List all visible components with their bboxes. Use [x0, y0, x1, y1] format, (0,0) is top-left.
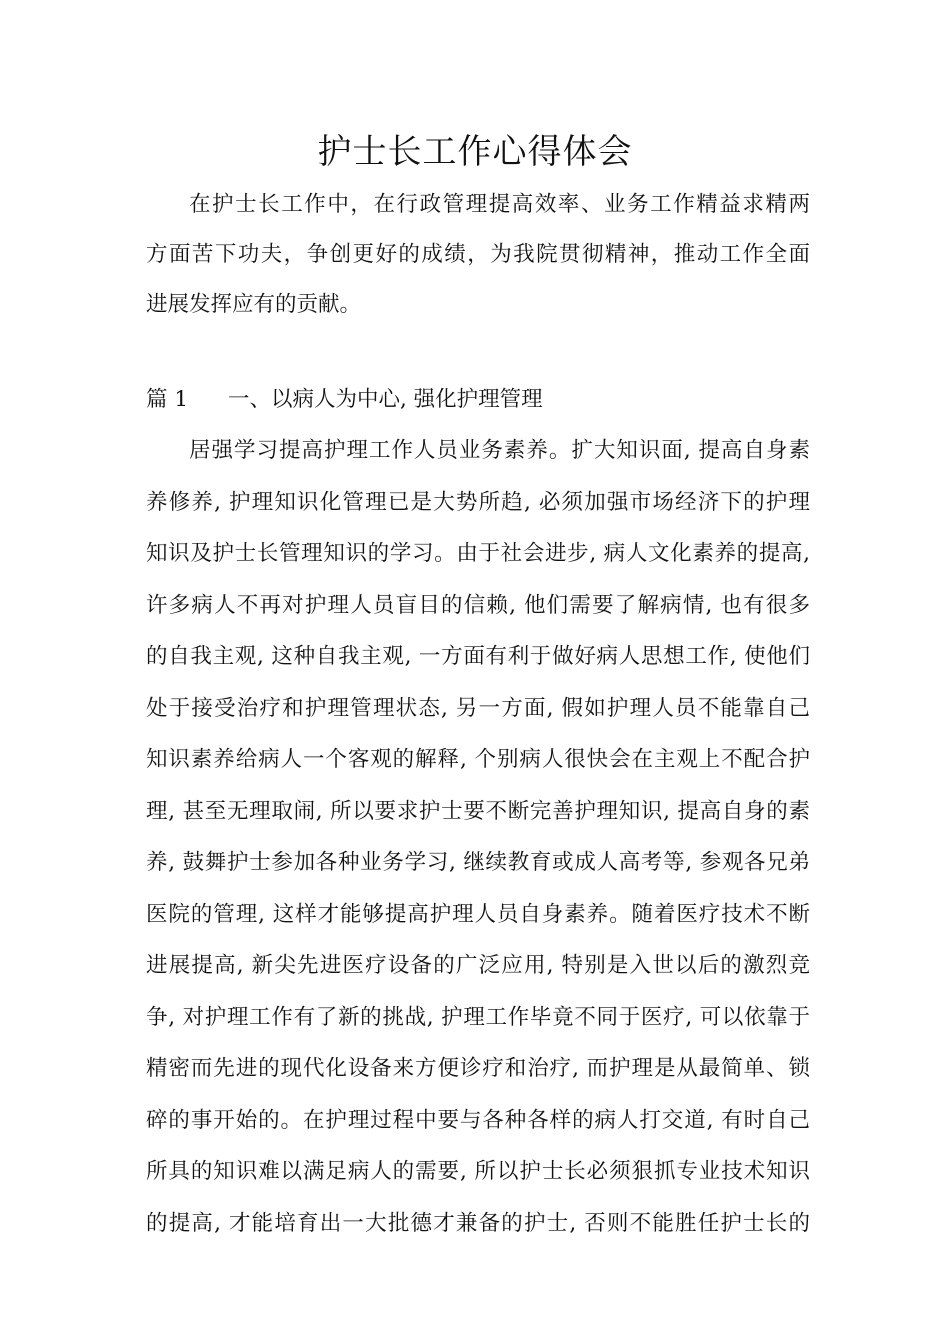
body-line: 处于接受治疗和护理管理状态, 另一方面, 假如护理人员不能靠自己 — [146, 695, 810, 721]
body-paragraph — [146, 425, 810, 1249]
body-line: 进展提高, 新尖先进医疗设备的广泛应用, 特别是入世以后的激烈竞 — [146, 953, 810, 978]
intro-line: 方面苦下功夫，争创更好的成绩，为我院贯彻精神，推动工作全面 — [146, 242, 810, 267]
body-line: 的提高, 才能培育出一大批德才兼备的护士, 否则不能胜任护士长的 — [146, 1210, 810, 1236]
section-heading — [146, 378, 810, 422]
section-heading-text: 一、以病人为中心, 强化护理管理 — [228, 387, 543, 412]
body-line: 养, 鼓舞护士参加各种业务学习, 继续教育或成人高考等, 参观各兄弟 — [146, 850, 810, 875]
document-title: 护士长工作心得体会 — [317, 132, 633, 172]
body-line: 养修养, 护理知识化管理已是大势所趋, 必须加强市场经济下的护理 — [146, 489, 810, 515]
body-line: 碎的事开始的。在护理过程中要与各种各样的病人打交道, 有时自己 — [146, 1107, 810, 1133]
body-line: 精密而先进的现代化设备来方便诊疗和治疗, 而护理是从最简单、锁 — [146, 1056, 810, 1081]
body-line: 的自我主观, 这种自我主观, 一方面有利于做好病人思想工作, 使他们 — [146, 644, 810, 669]
section-number: 篇 1 — [146, 387, 189, 412]
body-line: 知识及护士长管理知识的学习。由于社会进步, 病人文化素养的提高, — [146, 541, 810, 566]
body-line: 争, 对护理工作有了新的挑战, 护理工作毕竟不同于医疗, 可以依靠于 — [146, 1004, 810, 1030]
body-line: 知识素养给病人一个客观的解释, 个别病人很快会在主观上不配合护 — [146, 747, 810, 772]
body-line: 所具的知识难以满足病人的需要, 所以护士长必须狠抓专业技术知识 — [146, 1159, 810, 1184]
intro-paragraph — [146, 180, 810, 330]
body-line: 理, 甚至无理取闹, 所以要求护士要不断完善护理知识, 提高自身的素 — [146, 798, 810, 824]
body-line: 许多病人不再对护理人员盲目的信赖, 他们需要了解病情, 也有很多 — [146, 592, 810, 618]
intro-line: 进展发挥应有的贡献。 — [146, 292, 362, 317]
body-line: 医院的管理, 这样才能够提高护理人员自身素养。随着医疗技术不断 — [146, 901, 810, 927]
intro-line: 在护士长工作中，在行政管理提高效率、业务工作精益求精两 — [189, 192, 810, 217]
body-line: 居强学习提高护理工作人员业务素养。扩大知识面, 提高自身素 — [189, 438, 810, 463]
